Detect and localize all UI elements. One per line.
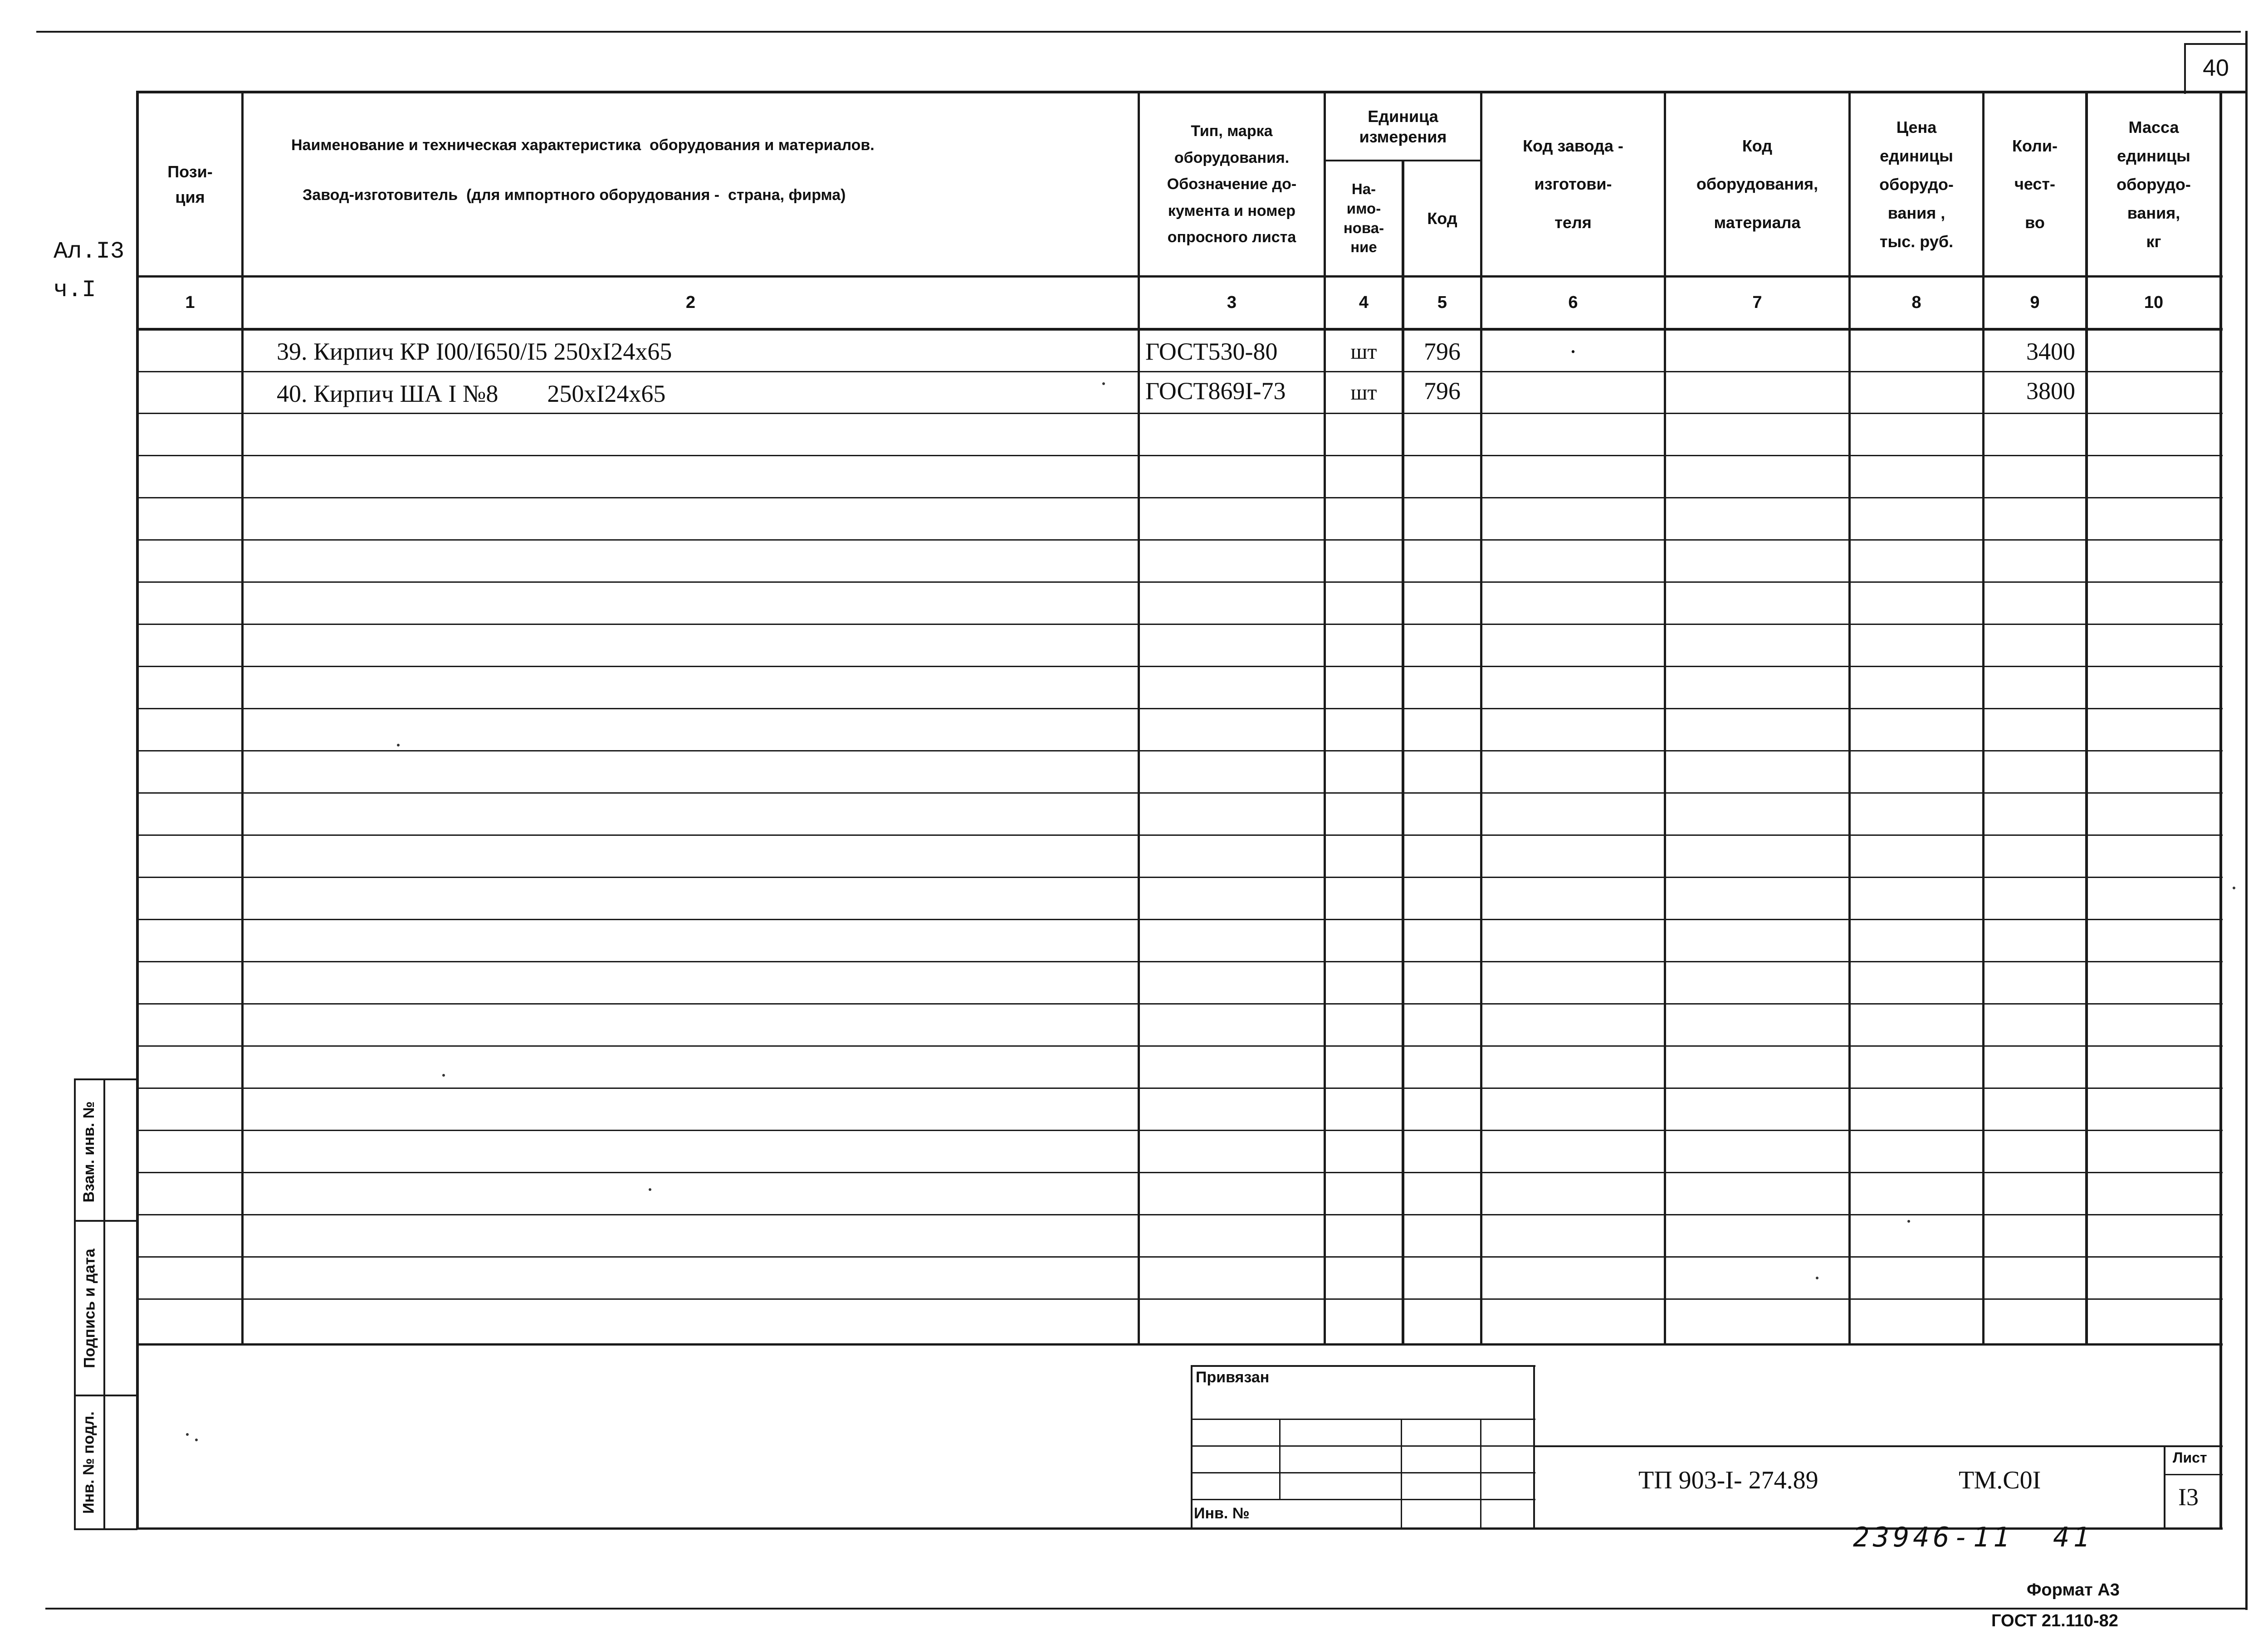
header-name-line1: Наименование и техническая характеристика оборудования и материалов. [291, 137, 875, 154]
scan-speck [397, 744, 400, 746]
row-line [136, 539, 2223, 541]
row-line [136, 666, 2223, 667]
scan-speck [1816, 1277, 1818, 1279]
row-line [136, 919, 2223, 920]
binding-line-4 [1191, 1499, 1535, 1500]
binding-title: Привязан [1196, 1369, 1270, 1386]
row-line [136, 1172, 2223, 1173]
bottom-frame-line [45, 1608, 2248, 1610]
strip-top-line [74, 1078, 137, 1080]
row-quantity: 3800 [2026, 377, 2075, 405]
col-number-9: 9 [2030, 293, 2040, 312]
page-number-box-top [2184, 43, 2248, 45]
scan-speck [649, 1188, 651, 1191]
sheet-number: I3 [2178, 1483, 2199, 1511]
row-line [136, 834, 2223, 836]
col-number-1: 1 [185, 293, 195, 312]
title-block-top [1533, 1445, 2223, 1447]
handwritten-number: 23946-11 41 [1853, 1522, 2093, 1553]
table-body-bottom-line [136, 1343, 2223, 1346]
scan-speck [1102, 382, 1105, 385]
sheet-box-divider [2164, 1474, 2223, 1475]
col-number-10: 10 [2144, 293, 2164, 312]
header-mass: Масса единицы оборудо- вания, кг [2116, 118, 2191, 251]
row-doc: ГОСТ869I-73 [1145, 377, 1286, 405]
header-unit-name: На- имо- нова- ние [1343, 180, 1384, 256]
doc-code: ТП 903-I- 274.89 [1638, 1466, 1818, 1494]
binding-col-3 [1480, 1419, 1481, 1528]
binding-left [1191, 1365, 1193, 1528]
row-line [136, 413, 2223, 414]
scan-speck [2233, 887, 2235, 889]
col-line-10 [2219, 91, 2222, 1530]
side-label-part: ч.I [54, 277, 96, 303]
col-number-7: 7 [1752, 293, 1762, 312]
strip-label-replace-inv: Взам. инв. № [80, 1101, 98, 1203]
row-line [136, 708, 2223, 709]
header-name-line2: Завод-изготовитель (для импортного оборудования - страна, фирма) [303, 186, 846, 204]
row-line [136, 1003, 2223, 1005]
side-label-sheet: Ал.I3 [54, 238, 125, 265]
row-name: 39. Кирпич КР I00/I650/I5 250хI24х65 [277, 338, 672, 365]
scan-speck [1907, 1220, 1910, 1223]
header-position: Пози- ция [167, 162, 213, 206]
header-quantity: Коли- чест- во [2012, 136, 2058, 232]
header-type-doc: Тип, марка оборудования. Обозначение до- кумента и номер опросного листа [1167, 122, 1297, 246]
binding-line-1 [1191, 1419, 1535, 1420]
scan-speck [186, 1433, 189, 1436]
header-name [244, 93, 1138, 275]
top-margin-line [36, 31, 2241, 33]
row-unit-name: шт [1350, 380, 1377, 405]
strip-mid-line [103, 1078, 105, 1530]
col-number-8: 8 [1911, 293, 1921, 312]
row-name: 40. Кирпич ША I №8 250хI24х65 [277, 380, 666, 407]
header-equip-code: Код оборудования, материала [1696, 136, 1818, 232]
sheet-box-left [2164, 1445, 2165, 1529]
binding-inv-label: Инв. № [1194, 1505, 1250, 1522]
row-unit-name: шт [1350, 339, 1377, 364]
row-line [136, 877, 2223, 878]
row-line [136, 961, 2223, 962]
colnum-bottom-line [136, 328, 2223, 331]
row-line [136, 581, 2223, 583]
binding-top [1191, 1365, 1535, 1367]
col-number-2: 2 [685, 293, 696, 312]
row-line [136, 1045, 2223, 1047]
scan-speck [442, 1074, 445, 1077]
doc-mark: ТМ.С0I [1959, 1466, 2041, 1494]
row-line [136, 497, 2223, 498]
row-line [136, 455, 2223, 456]
col-number-4: 4 [1359, 293, 1369, 312]
header-unit-code: Код [1427, 209, 1457, 228]
format-label: Формат А3 [2027, 1580, 2120, 1600]
col-number-3: 3 [1227, 293, 1237, 312]
binding-line-3 [1191, 1472, 1535, 1473]
row-line [136, 1214, 2223, 1215]
row-quantity: 3400 [2026, 338, 2075, 365]
row-doc: ГОСТ530-80 [1145, 338, 1278, 365]
header-unit-group: Единица измерения [1359, 107, 1447, 146]
binding-line-2 [1191, 1445, 1535, 1447]
row-line [136, 792, 2223, 794]
page-number-box-left [2184, 43, 2186, 94]
row-line [136, 1298, 2223, 1300]
col-number-6: 6 [1568, 293, 1578, 312]
row-line [136, 1256, 2223, 1258]
row-line [136, 750, 2223, 751]
row-line [136, 1130, 2223, 1131]
row-plant-code: · [1569, 338, 1577, 365]
right-frame-line [2245, 31, 2248, 1610]
sheet-label: Лист [2173, 1449, 2207, 1466]
row-unit-code: 796 [1424, 338, 1461, 365]
col-number-5: 5 [1437, 293, 1447, 312]
scan-speck [195, 1439, 198, 1441]
strip-label-inv-orig: Инв. № подл. [80, 1411, 97, 1514]
gost-label: ГОСТ 21.110-82 [1991, 1611, 2118, 1630]
header-price: Цена единицы оборудо- вания , тыс. руб. [1879, 118, 1954, 251]
page-number: 40 [2203, 55, 2229, 81]
strip-label-signature-date: Подпись и дата [81, 1249, 98, 1368]
header-plant-code: Код завода - изготови- теля [1523, 136, 1623, 232]
row-line [136, 371, 2223, 372]
row-unit-code: 796 [1424, 377, 1461, 405]
row-line [136, 1088, 2223, 1089]
binding-col-2 [1401, 1419, 1402, 1528]
row-line [136, 624, 2223, 625]
binding-col-1 [1279, 1419, 1281, 1500]
